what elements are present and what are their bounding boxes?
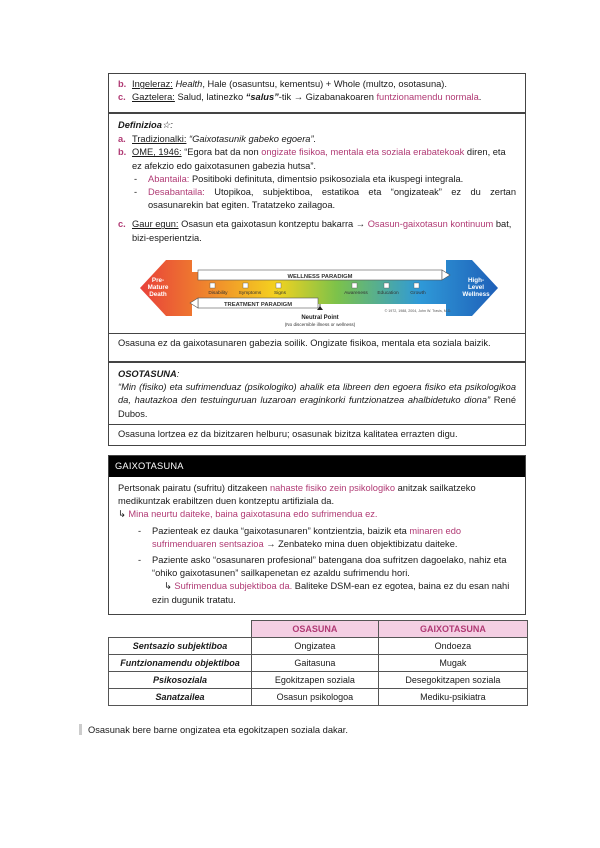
etymology-box — [108, 73, 526, 113]
footnote: Osasunak bere barne ongizatea eta egokitzapen soziala dakar. — [79, 724, 348, 737]
education-label: Education — [377, 290, 399, 296]
gaixotasuna-box — [108, 455, 526, 615]
wellness-paradigm-label: WELLNESS PARADIGM — [287, 273, 353, 280]
diagram-copyright: © 1972, 1988, 2004, John W. Travis, M.D. — [384, 308, 452, 313]
etymology-b: b. Ingeleraz: Health, Hale (osasuntsu, kementsu) + Whole (multzo, osotasuna). — [118, 79, 447, 89]
col-gaixotasuna: GAIXOTASUNA — [378, 621, 527, 638]
gaixotasuna-point-1: - Pazienteak ez dauka “gaixotasunaren” kontzientzia, baizik eta minaren edo sufrimenduaren sentsazioa → Zenbateko mina duen objektibizatu daiteke. — [138, 525, 462, 549]
osotasuna-text: Osasuna lortzea ez da bizitzaren helburu; osasunak bizitza kalitatea errazten digu. — [118, 428, 458, 439]
gaixotasuna-point-2: - Paziente asko “osasunaren profesional” batengana doa sufritzen dagoelako, nahiz eta “ohiko gaixotasunen” sailkapenetan ez azaldu sufrimendu hori. ↳ Sufrimendua subjektiboa da. Baliteke DSM-ean ez egotea, baina ez du esan nahi ezin dugunik tratatu. — [138, 554, 510, 605]
osotasuna-box — [108, 362, 526, 446]
premature-death-label-3: Death — [149, 290, 167, 298]
definition-box — [108, 113, 526, 362]
disability-label: Disability — [208, 290, 228, 296]
definition-advantage: - Abantaila: Positiboki definituta, dimentsio psikosoziala eta ikuspegi integrala. — [134, 173, 464, 184]
definition-closing: Osasuna ez da gaixotasunaren gabezia soilik. Ongizate fisikoa, mentala eta soziala baizik. — [118, 337, 491, 348]
treatment-paradigm-label: TREATMENT PARADIGM — [223, 301, 293, 308]
table-row: Sentsazio subjektiboa Ongizatea Ondoeza — [109, 638, 528, 655]
definition-a: a. Tradizionalki: “Gaixotasunik gabeko egoera”. — [118, 134, 317, 145]
neutral-point-sub: (No discernible illness or wellness) — [284, 321, 356, 327]
growth-label: Growth — [410, 290, 426, 296]
etymology-c: c. Gaztelera: Salud, latinezko “salus”-tik → Gizabanakoaren funtzionamendu normala. — [118, 92, 482, 103]
symptoms-label: Symptoms — [238, 290, 262, 296]
wellness-label-3: Wellness — [462, 290, 490, 298]
gaixotasuna-arrow-1: ↳ Mina neurtu daiteke, baina gaixotasuna edo sufrimendua ez. — [118, 509, 378, 520]
gaixotasuna-header: GAIXOTASUNA — [109, 456, 525, 477]
definition-c: c. Gaur egun: Osasun eta gaixotasun kontzeptu bakarra → Osasun-gaixotasun kontinuum bat, bizi-esperientzia. — [118, 219, 512, 243]
wellness-label-2: Level — [467, 283, 485, 291]
table-row: Funtzionamendu objektiboa Gaitasuna Mugak — [109, 655, 528, 672]
osotasuna-separator — [109, 424, 525, 425]
gaixotasuna-body — [109, 477, 525, 612]
osotasuna-quote: “Min (fisiko) eta sufrimenduaz (psikologiko) ahalik eta libreen den egoera fisiko eta psikologikoa da, hautazkoa den testuinguruan luzaroan eraginkorki funtzionatzea ahalbidetuko diona” René Dubos. — [118, 382, 516, 419]
neutral-point-label: Neutral Point — [301, 314, 339, 321]
definition-title: Definizioa☆: — [118, 120, 173, 130]
osotasuna-title: OSOTASUNA: — [118, 369, 180, 379]
signs-label: Signs — [274, 290, 286, 296]
note-marker-icon — [79, 724, 82, 735]
table-row: Sanatzailea Osasun psikologoa Mediku-psikiatra — [109, 689, 528, 706]
table-row: Psikosoziala Egokitzapen soziala Desegokitzapen soziala — [109, 672, 528, 689]
definition-disadvantage: - Desabantaila: Utopikoa, subjektiboa, estatikoa eta “ongizateak” ez du zertan osasunarekin bat egiten. Tratatzeko zailagoa. — [134, 186, 516, 211]
premature-death-label-1: Pre- — [151, 276, 165, 284]
wellness-label-1: High- — [467, 276, 485, 284]
premature-death-label-2: Mature — [147, 283, 169, 291]
wellness-continuum-diagram — [118, 248, 518, 330]
definition-b: b. OME, 1946: “Egora bat da non ongizate fisikoa, mentala eta soziala erabatekoak diren, eta ez afekzio edo gaixotasunen gabezia hutsa”. — [118, 147, 506, 171]
awareness-label: Awareness — [344, 290, 368, 296]
comparison-table — [108, 620, 528, 706]
gaixotasuna-intro: Pertsonak pairatu (sufritu) ditzakeen nahaste fisiko zein psikologiko anitzak sailkatzeko medikuntzak erabiltzen duen kontzeptu artifiziala da. — [118, 483, 476, 507]
col-osasuna: OSASUNA — [252, 621, 379, 638]
definition-separator — [109, 333, 525, 334]
table-header-row — [109, 621, 528, 638]
